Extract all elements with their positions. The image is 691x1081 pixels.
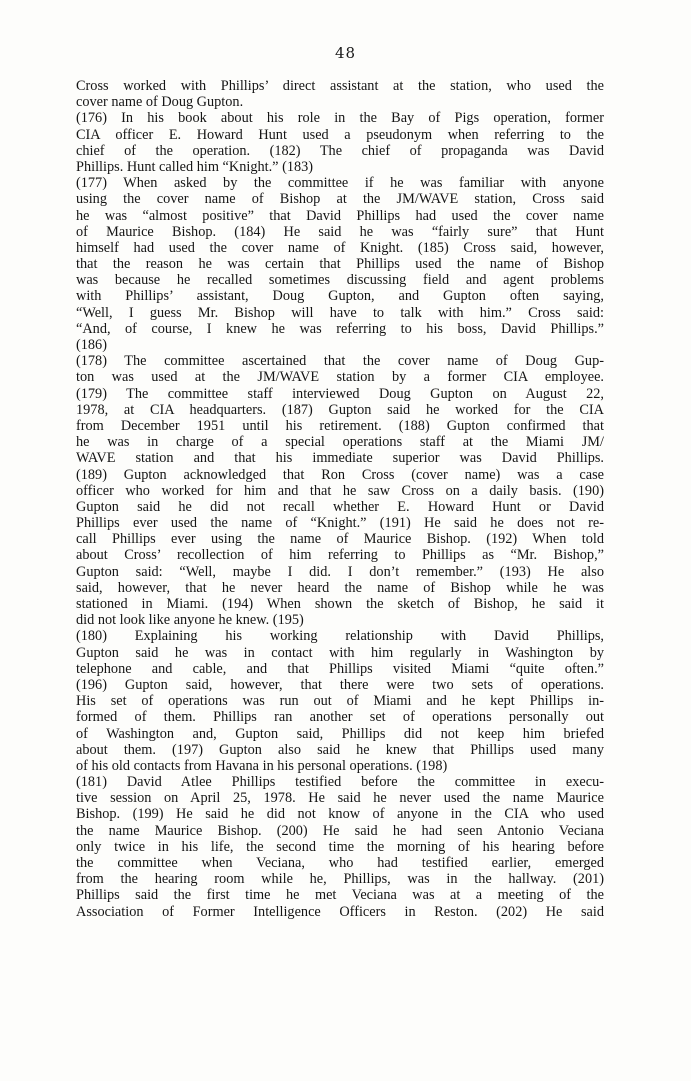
text-line: he was in charge of a special operations staff at the Miami JM/ xyxy=(76,434,604,451)
text-line: about Cross’ recollection of him referring to Phillips as “Mr. Bishop,” xyxy=(76,547,604,564)
text-line: (189) Gupton acknowledged that Ron Cross (cover name) was a case xyxy=(76,466,604,483)
text-line: (181) David Atlee Phillips testified before the committee in execu- xyxy=(76,774,604,791)
text-line: from the hearing room while he, Phillips, was in the hallway. (201) xyxy=(76,871,604,888)
text-line: Cross worked with Phillips’ direct assistant at the station, who used the xyxy=(76,78,604,94)
text-line: Bishop. (199) He said he did not know of anyone in the CIA who used xyxy=(76,806,604,823)
text-line: did not look like anyone he knew. (195) xyxy=(76,612,304,629)
text-line: telephone and cable, and that Phillips visited Miami “quite often.” xyxy=(76,660,604,677)
text-line: only twice in his life, the second time the morning of his hearing before xyxy=(76,838,604,855)
text-line: from December 1951 until his retirement. (188) Gupton confirmed that xyxy=(76,417,604,434)
text-line: (178) The committee ascertained that the cover name of Doug Gup- xyxy=(76,353,604,370)
text-line: Gupton said: “Well, maybe I did. I don’t remember.” (193) He also xyxy=(76,563,604,580)
body-text xyxy=(76,78,604,920)
text-line: using the cover name of Bishop at the JM/WAVE station, Cross said xyxy=(76,191,604,208)
text-line: Phillips said the first time he met Veciana was at a meeting of the xyxy=(76,887,604,904)
text-line: Phillips ever used the name of “Knight.” (191) He said he does not re- xyxy=(76,515,604,532)
text-line: “Well, I guess Mr. Bishop will have to talk with him.” Cross said: xyxy=(76,304,604,321)
text-line: the committee when Veciana, who had testified earlier, emerged xyxy=(76,855,604,871)
text-line: was because he recalled sometimes discussing field and agent problems xyxy=(76,272,604,289)
text-line: ton was used at the JM/WAVE station by a former CIA employee. xyxy=(76,369,604,386)
text-line: of Maurice Bishop. (184) He said he was “fairly sure” that Hunt xyxy=(76,223,604,240)
text-line: (177) When asked by the committee if he was familiar with anyone xyxy=(76,175,604,192)
text-line: chief of the operation. (182) The chief of propaganda was David xyxy=(76,142,604,159)
text-line: His set of operations was run out of Miami and he kept Phillips in- xyxy=(76,693,604,710)
text-line: formed of them. Phillips ran another set of operations personally out xyxy=(76,709,604,726)
text-line: 1978, at CIA headquarters. (187) Gupton said he worked for the CIA xyxy=(76,401,604,418)
text-line: (196) Gupton said, however, that there were two sets of operations. xyxy=(76,676,604,693)
text-line: call Phillips ever using the name of Maurice Bishop. (192) When told xyxy=(76,531,604,548)
text-line: (186) xyxy=(76,337,107,353)
text-line: “And, of course, I knew he was referring to his boss, David Phillips.” xyxy=(76,320,604,337)
text-line: with Phillips’ assistant, Doug Gupton, and Gupton often saying, xyxy=(76,288,604,305)
text-line: cover name of Doug Gupton. xyxy=(76,94,244,111)
text-line: the name Maurice Bishop. (200) He said he had seen Antonio Veciana xyxy=(76,822,604,839)
text-line: (180) Explaining his working relationship with David Phillips, xyxy=(76,628,604,645)
text-line: Gupton said he was in contact with him regularly in Washington by xyxy=(76,644,604,661)
text-line: WAVE station and that his immediate superior was David Phillips. xyxy=(76,450,604,467)
text-line: about them. (197) Gupton also said he knew that Phillips used many xyxy=(76,741,604,758)
text-line: stationed in Miami. (194) When shown the sketch of Bishop, he said it xyxy=(76,596,604,612)
text-line: that the reason he was certain that Phillips used the name of Bishop xyxy=(76,256,604,273)
text-line: (179) The committee staff interviewed Doug Gupton on August 22, xyxy=(76,385,604,402)
text-line: he was “almost positive” that David Phillips had used the cover name xyxy=(76,207,604,224)
page-number: 48 xyxy=(334,44,357,62)
text-line: himself had used the cover name of Knight. (185) Cross said, however, xyxy=(76,239,604,256)
text-line: (176) In his book about his role in the Bay of Pigs operation, former xyxy=(76,110,604,127)
text-line: Association of Former Intelligence Officers in Reston. (202) He said xyxy=(76,903,604,920)
text-line: tive session on April 25, 1978. He said he never used the name Maurice xyxy=(76,790,604,807)
text-line: of Washington and, Gupton said, Phillips did not keep him briefed xyxy=(76,725,604,742)
text-line: CIA officer E. Howard Hunt used a pseudonym when referring to the xyxy=(76,126,604,143)
text-line: Gupton said he did not recall whether E. Howard Hunt or David xyxy=(76,498,604,515)
text-line: officer who worked for him and that he saw Cross on a daily basis. (190) xyxy=(76,482,604,499)
text-line: said, however, that he never heard the name of Bishop while he was xyxy=(76,579,604,596)
text-line: of his old contacts from Havana in his personal operations. (198) xyxy=(76,757,448,774)
text-line: Phillips. Hunt called him “Knight.” (183) xyxy=(76,158,314,175)
